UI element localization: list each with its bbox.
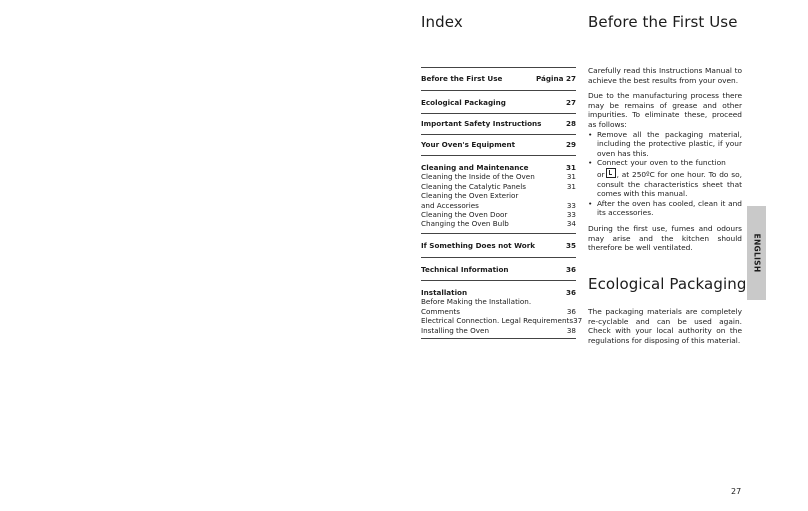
first-use-section	[588, 66, 742, 253]
index-entry-page: 36	[565, 265, 576, 274]
index-entry-label: If Something Does not Work	[421, 241, 536, 250]
index-entry	[421, 113, 576, 128]
language-tab: ENGLISH	[747, 206, 766, 300]
index-entry-label: Before the First Use	[421, 74, 503, 83]
index-sub-label: Cleaning the Oven Door	[421, 210, 508, 220]
index-entry-page: 28	[565, 119, 576, 128]
first-use-bullet: • Remove all the packaging material, including the protective plastic, if your oven has this.	[588, 130, 742, 159]
index-entry-label: Technical Information	[421, 265, 509, 274]
first-use-closing: During the first use, fumes and odours may arise and the kitchen should therefore be well ventilated.	[588, 223, 742, 253]
index-sub-label: Changing the Oven Bulb	[421, 219, 509, 229]
index-entry	[421, 90, 576, 107]
first-use-intro: Carefully read this Instructions Manual to achieve the best results from your oven.	[588, 66, 742, 85]
index-entry-page: Página 27	[535, 74, 576, 83]
index-entry-page: 31	[565, 163, 576, 172]
index-sub-label: and Accessories	[421, 200, 479, 210]
first-use-bullet: • Connect your oven to the function or , at 250ºC for one hour. To do so, consult the characteristics sheet that comes with this manual.	[588, 158, 742, 198]
ecological-packaging-text: The packaging materials are completely re-cyclable and can be used again. Check with your local authority on the regulations for disposing of this material.	[588, 307, 742, 345]
index-sub-label: Before Making the Installation.	[421, 297, 532, 307]
index-sub-page: 31	[566, 181, 576, 191]
index-entry	[421, 155, 576, 229]
index-sub-label: Cleaning the Oven Exterior	[421, 191, 519, 201]
index-sub-page: 33	[566, 200, 576, 210]
index-entry	[421, 134, 576, 149]
index-entry-page: 36	[565, 288, 576, 297]
index-entry-page: 35	[565, 241, 576, 250]
first-use-bullet: • After the oven has cooled, clean it and its accessories.	[588, 199, 742, 218]
index-entry-label: Installation	[421, 288, 468, 297]
index-sub-page: 37	[573, 316, 583, 326]
oven-function-icon	[606, 168, 616, 178]
index-sub-page: 34	[566, 219, 576, 229]
first-use-paragraph: Due to the manufacturing process there may be remains of grease and other impurities. To eliminate these, proceed as follows:	[588, 91, 742, 129]
index-sub-label: Cleaning the Inside of the Oven	[421, 172, 535, 182]
index-sub-label: Comments	[421, 306, 460, 316]
index-entry	[421, 67, 576, 83]
index-entry-page: 27	[565, 98, 576, 107]
index-entry-label: Cleaning and Maintenance	[421, 163, 529, 172]
first-use-title: Before the First Use	[588, 13, 738, 31]
index-entry	[421, 233, 576, 250]
index-sub-page: 31	[566, 172, 576, 182]
index-sub-page: 36	[566, 306, 576, 316]
index-entry-label: Your Oven's Equipment	[421, 140, 516, 149]
index-sub-label: Electrical Connection. Legal Requirements	[421, 316, 574, 326]
ecological-packaging-section	[588, 307, 742, 345]
index-entry	[421, 280, 583, 339]
index-entry-label: Ecological Packaging	[421, 98, 506, 107]
index-entry	[421, 257, 576, 274]
index-entry-label: Important Safety Instructions	[421, 119, 542, 128]
index-entry-page: 29	[565, 140, 576, 149]
ecological-packaging-title: Ecological Packaging	[588, 275, 747, 293]
index-title: Index	[421, 13, 463, 31]
index-sub-page: 38	[566, 325, 576, 335]
index-sub-label: Cleaning the Catalytic Panels	[421, 181, 526, 191]
page-number: 27	[731, 487, 742, 496]
index-sub-label: Installing the Oven	[421, 325, 490, 335]
index-sub-page: 33	[566, 210, 576, 220]
